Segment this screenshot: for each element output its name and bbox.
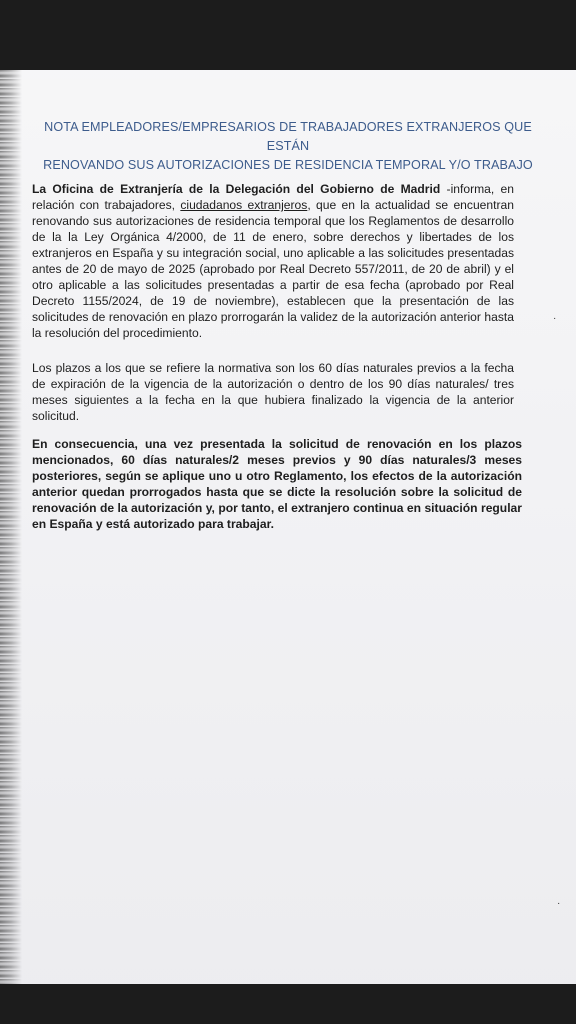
- scan-speck: ·: [553, 313, 557, 324]
- paragraph-3: En consecuencia, una vez presentada la solicitud de renovación en los plazos mencionados, 60 días naturales/2 meses previos y 90 días naturales/3 meses posteriores, según se aplique uno u otro Reglamento, los efectos de la autorización anterior quedan prorrogados hasta que se dicte la resolución sobre la solicitud de renovación de la autorización y, por tanto, el extranjero continua en situación regular en España y está autorizado para trabajar.: [32, 437, 522, 531]
- paragraph-1-underlined: ciudadanos extranjeros: [180, 198, 308, 212]
- paragraph-1-lead: La Oficina de Extranjería de la Delegación del Gobierno de Madrid: [32, 182, 441, 196]
- scan-edge-shadow: [0, 70, 22, 984]
- paragraph-1: [32, 181, 514, 341]
- scan-speck: ·: [557, 898, 561, 909]
- document-title: [28, 118, 548, 175]
- title-line-1: NOTA EMPLEADORES/EMPRESARIOS DE TRABAJADORES EXTRANJEROS QUE ESTÁN: [44, 120, 532, 153]
- paragraph-2: Los plazos a los que se refiere la normativa son los 60 días naturales previos a la fecha de expiración de la vigencia de la autorización o dentro de los 90 días naturales/ tres meses siguientes a la fecha en la que hubiera finalizado la vigencia de la anterior solicitud.: [32, 361, 514, 423]
- paragraph-1-rest: , que en la actualidad se encuentran renovando sus autorizaciones de residencia temporal que los Reglamentos de desarrollo de la la Ley Orgánica 4/2000, de 11 de enero, sobre derechos y libertades de los extranjeros en España y su integración social, uno aplicable a las solicitudes presentadas antes de 20 de mayo de 2025 (aprobado por Real Decreto 557/2011, de 20 de abril) y el otro aplicable a las solicitudes presentadas a partir de esa fecha (aprobado por Real Decreto 1155/2024, de 19 de noviembre), establecen que la presentación de las solicitudes de renovación en plazo prorrogarán la validez de la autorización anterior hasta la resolución del procedimiento.: [32, 198, 514, 340]
- paragraph-1-after-lead: -informa, en relación con trabajadores,: [32, 182, 514, 212]
- title-line-2: RENOVANDO SUS AUTORIZACIONES DE RESIDENCIA TEMPORAL Y/O TRABAJO: [43, 158, 533, 172]
